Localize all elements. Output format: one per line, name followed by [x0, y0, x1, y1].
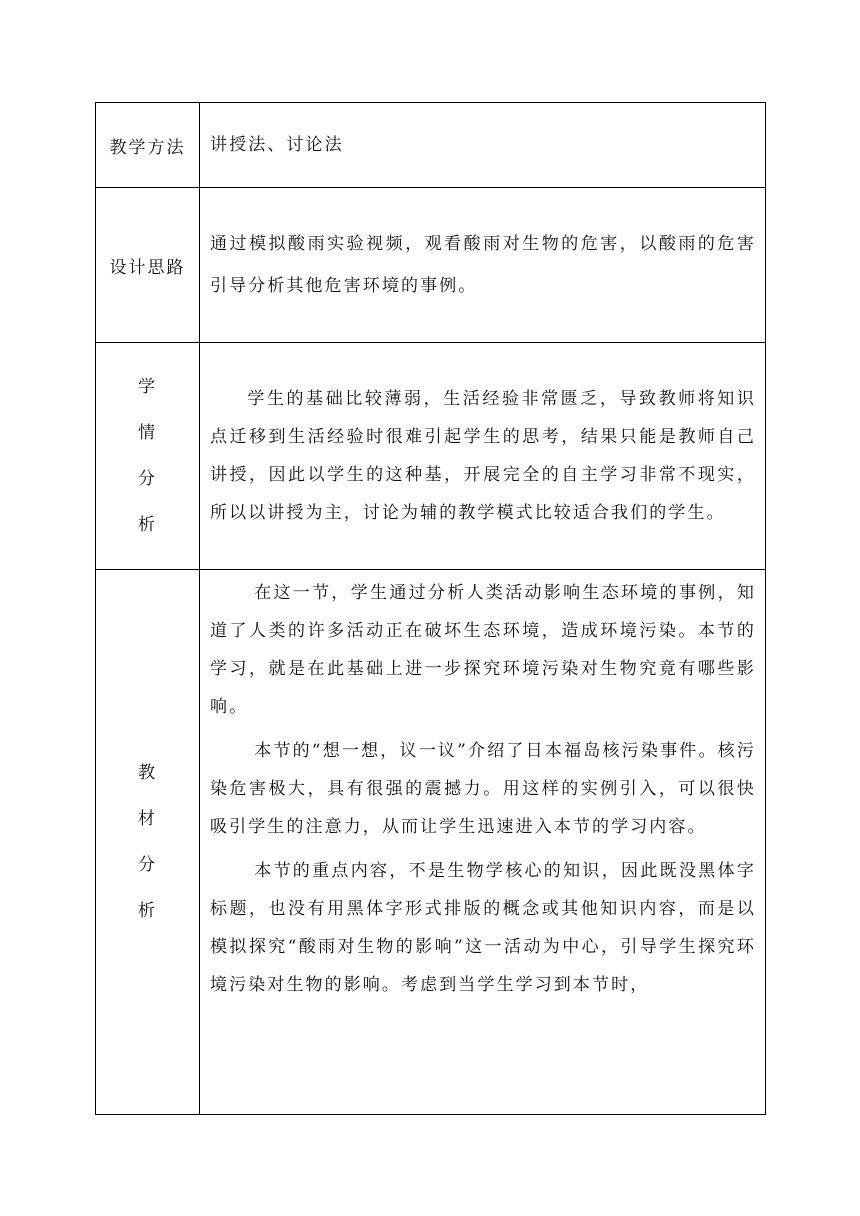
design-idea-text: 通过模拟酸雨实验视频，观看酸雨对生物的危害，以酸雨的危害引导分析其他危害环境的事例。: [210, 234, 756, 296]
table-row-teaching-method: [96, 103, 766, 188]
label-char: 材: [138, 809, 157, 829]
row-label-student-analysis: [96, 343, 200, 570]
student-analysis-text: 学生的基础比较薄弱，生活经验非常匮乏，导致教师将知识点迁移到生活经验时很难引起学生的思考，结果只能是教师自己讲授，因此以学生的这种基，开展完全的自主学习非常不现实，所以以讲授为主，讨论为辅的教学模式比较适合我们的学生。: [210, 389, 756, 523]
row-content-design-idea: [200, 188, 766, 343]
row-content-student-analysis: [200, 343, 766, 570]
row-label-teaching-method: 教学方法: [96, 103, 200, 188]
label-char: 析: [138, 901, 157, 921]
table-row-student-analysis: [96, 343, 766, 570]
material-paragraph: 在这一节，学生通过分析人类活动影响生态环境的事例，知道了人类的许多活动正在破坏生态环境，造成环境污染。本节的学习，就是在此基础上进一步探究环境污染对生物究竟有哪些影响。: [210, 583, 756, 717]
label-char: 教: [138, 763, 157, 783]
row-content-teaching-method: [200, 103, 766, 188]
label-char: 分: [138, 855, 157, 875]
material-paragraph: 本节的重点内容，不是生物学核心的知识，因此既没黑体字标题，也没有用黑体字形式排版的概念或其他知识内容，而是以模拟探究“酸雨对生物的影响”这一活动为中心，引导学生探究环境污染对生物的影响。考虑到当学生学习到本节时，: [210, 861, 756, 995]
row-content-material-analysis: [200, 570, 766, 1115]
label-char: 情: [138, 423, 157, 443]
label-char: 析: [138, 515, 157, 535]
material-paragraph: 本节的“想一想，议一议”介绍了日本福岛核污染事件。核污染危害极大，具有很强的震撼力。用这样的实例引入，可以很快吸引学生的注意力，从而让学生迅速进入本节的学习内容。: [210, 741, 756, 837]
row-label-material-analysis: [96, 570, 200, 1115]
table-row-design-idea: [96, 188, 766, 343]
label-char: 学: [138, 377, 157, 397]
teaching-method-text: 讲授法、讨论法: [210, 135, 344, 155]
table-row-material-analysis: [96, 570, 766, 1115]
row-label-design-idea: 设计思路: [96, 188, 200, 343]
label-char: 分: [138, 469, 157, 489]
lesson-plan-table: [95, 102, 766, 1115]
